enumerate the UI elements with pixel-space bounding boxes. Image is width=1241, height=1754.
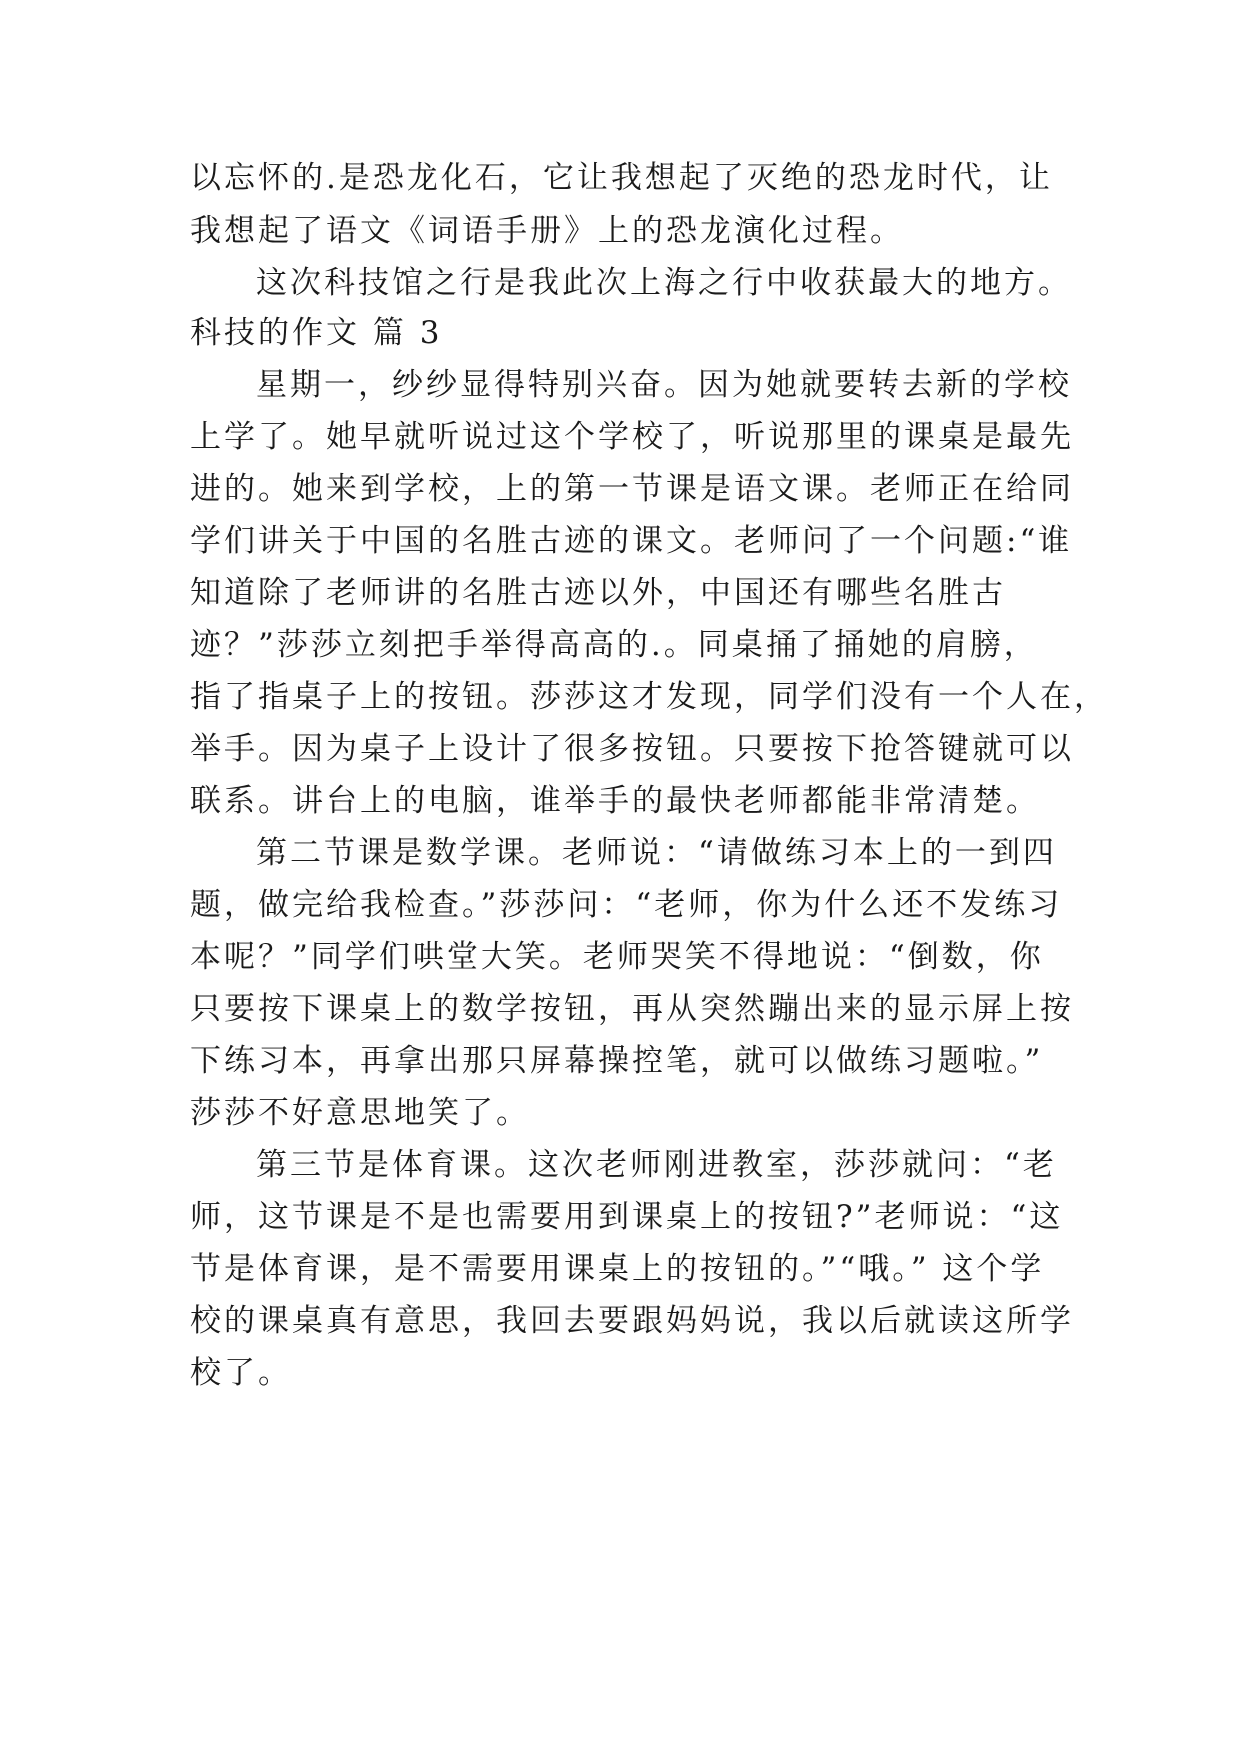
text-line: 联系。讲台上的电脑，谁举手的最快老师都能非常清楚。 [190,783,1040,819]
text-line-1: 以忘怀的.是恐龙化石，它让我想起了灭绝的恐龙时代，让 [190,160,1053,196]
text-line: 本呢？”同学们哄堂大笑。老师哭笑不得地说：“倒数，你 [190,939,1044,975]
text-line-2: 我想起了语文《词语手册》上的恐龙演化过程。 [190,213,904,249]
text-line: 节是体育课，是不需要用课桌上的按钮的。”“哦。” 这个学 [190,1251,1045,1287]
text-line: 指了指桌子上的按钮。莎莎这才发现，同学们没有一个人在， [190,679,1108,715]
paragraph-start-line: 第三节是体育课。这次老师刚进教室，莎莎就问：“老 [256,1147,1057,1183]
text-line: 莎莎不好意思地笑了。 [190,1095,530,1131]
text-line: 上学了。她早就听说过这个学校了，听说那里的课桌是最先 [190,419,1074,455]
text-line: 进的。她来到学校，上的第一节课是语文课。老师正在给同 [190,471,1074,507]
text-line: 学们讲关于中国的名胜古迹的课文。老师问了一个问题:“谁 [190,523,1073,559]
text-line: 师，这节课是不是也需要用到课桌上的按钮?”老师说：“这 [190,1199,1064,1235]
text-line: 题，做完给我检查。”莎莎问：“老师，你为什么还不发练习 [190,887,1063,923]
text-line: 下练习本，再拿出那只屏幕操控笔，就可以做练习题啦。” [190,1043,1044,1079]
text-line: 举手。因为桌子上设计了很多按钮。只要按下抢答键就可以 [190,731,1074,767]
text-line: 知道除了老师讲的名胜古迹以外，中国还有哪些名胜古 [190,575,1006,611]
text-line: 只要按下课桌上的数学按钮，再从突然蹦出来的显示屏上按 [190,991,1074,1027]
section-heading: 科技的作文 篇 3 [190,315,443,351]
text-line: 校的课桌真有意思，我回去要跟妈妈说，我以后就读这所学 [190,1303,1074,1339]
paragraph-start-line: 第二节课是数学课。老师说：“请做练习本上的一到四 [256,835,1057,871]
text-line: 迹？”莎莎立刻把手举得高高的.。同桌捅了捅她的肩膀， [190,627,1038,663]
paragraph-start-line: 星期一，纱纱显得特别兴奋。因为她就要转去新的学校 [256,367,1072,403]
paragraph-start-line: 这次科技馆之行是我此次上海之行中收获最大的地方。 [256,265,1072,301]
text-line: 校了。 [190,1355,292,1391]
